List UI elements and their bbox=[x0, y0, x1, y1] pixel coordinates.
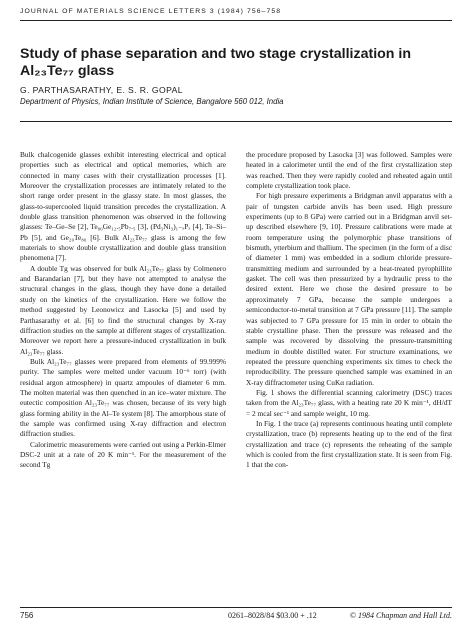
paragraph: In Fig. 1 the trace (a) represents continuous heating until complete crystallization, trace (b) represents heating up to the end of the first crystallization and trace (c) represents the reheating of the sample which is cooled from the first crystallization state. It is seen from Fig. 1 that the con- bbox=[246, 418, 452, 470]
title-rule bbox=[20, 121, 452, 122]
paragraph: Calorimetric measurements were carried out using a Perkin-Elmer DSC-2 unit at a rate of 20 K min⁻¹. For the measurement of the second Tg bbox=[20, 439, 226, 470]
paragraph: the procedure proposed by Lasocka [3] was followed. Samples were heated in a calorimeter until the end of the first crystallization step was reached. Then they were rapidly cooled and reheated again until complete crystallization took place. bbox=[246, 150, 452, 191]
paragraph: Bulk Al₂₃Te₇₇ glasses were prepared from elements of 99.999% purity. The samples were melted under vacuum 10⁻⁶ torr) (with residual argon atmosphere) in quartz ampoules of diameter 6 mm. The molten material was then quenched in an ice–water mixture. The eutectic composition Al₂₃Te₇₇ was chosen, because of its very high glass forming ability in the Al–Te system [8]. The amorphous state of the sample was confirmed using X-ray diffraction and electron diffraction studies. bbox=[20, 356, 226, 439]
footer-rule bbox=[20, 607, 452, 608]
header-rule bbox=[20, 20, 452, 21]
affiliation: Department of Physics, Indian Institute of Science, Bangalore 560 012, India bbox=[20, 97, 284, 106]
title-formula: Al₂₃Te₇₇ glass bbox=[20, 63, 115, 79]
paragraph: For high pressure experiments a Bridgman anvil apparatus with a pair of tungsten carbide anvils has been used. High pressure experiments (up to 8 GPa) were carried out in a Bridgman anvil set-up described elsewhere [9, 10]. Pressure calibrations were made at room temperature using the polymorphic phase transitions of bismuth, ytterbium and thallium. The specimen (in the form of a disc of diameter 1 mm) was embedded in a sodium chloride pressure-transmitting medium and surrounded by a heat-treated pyrophillite gasket. The cell was then pressurized by a hydraulic press to the desired extent. Here we chose the desired pressure to be approximately 7 GPa, because the sample undergoes a semiconductor-to-metal transition at 7 GPa pressure [11]. The sample was subjected to 7 GPa pressure for 15 min in order to obtain the stable crystalline phase. Then the pressure was released and the sample was recovered by dissolving the pressure-transmitting medium in double distilled water. For structure examinations, we repeated the pressure quenching experiments six times to check the reproducibility. The pressure quenched sample was examined in an X-ray diffractometer using CuKα radiation. bbox=[246, 191, 452, 387]
page-number: 756 bbox=[20, 611, 34, 620]
issn-code: 0261–8028/84 $03.00 + .12 bbox=[228, 611, 317, 620]
left-column bbox=[20, 150, 226, 471]
copyright-notice: © 1984 Chapman and Hall Ltd. bbox=[349, 611, 452, 620]
paragraph: Bulk chalcogenide glasses exhibit interesting electrical and optical properties such as electrical and optical memories, which are connected in many cases with their crystallization processes [1]. Moreover the crystallization processes are intimately related to the short range order present in the glassy state. In most glasses, the glass-to-supercooled liquid transition precedes the crystallization. A double glass transition phenomenon was observed in the following glasses: Te–Ge–Se [2], Te₈₀Ge₁₂.₅Pb₇.₅ [3], (Pd₃Ni₃)₁₋ₓPₓ [4], Te–Si–Pb [5], and Ge₂₀Te₈₀ [6]. Bulk Al₂₃Te₇₇ glass is among the few materials to show double crystallization and double glass transition phenomena [7]. bbox=[20, 150, 226, 263]
title-line: Study of phase separation and two stage crystallization in bbox=[20, 46, 412, 62]
page-footer bbox=[20, 611, 452, 623]
authors: G. PARTHASARATHY, E. S. R. GOPAL bbox=[20, 85, 183, 95]
article-title bbox=[20, 46, 452, 80]
journal-header: JOURNAL OF MATERIALS SCIENCE LETTERS 3 (1984) 756–758 bbox=[20, 8, 282, 15]
paragraph: A double Tg was observed for bulk Al₂₃Te₇₇ glass by Colmenero and Barandarian [7], but they have not attempted to analyse the structural changes in the glass, though they have done a detailed study on the kinetics of the crystallization. Here we follow the method suggested by Leonowicz and Lasocka [5] and used by Parthasarathy et al. [6] to find the structural changes by X-ray diffraction studies on the sample at different stages of crystallization. Moreover we report here a pressure-induced crystallization in bulk Al₂₃Te₇₇ glass. bbox=[20, 263, 226, 356]
right-column bbox=[246, 150, 452, 471]
paragraph: Fig. 1 shows the differential scanning calorimetry (DSC) traces taken from the Al₂₃Te₇₇ glass, with a heating rate 20 K min⁻¹, dH/dT = 2 mcal sec⁻¹ and sample weight, 10 mg. bbox=[246, 387, 452, 418]
